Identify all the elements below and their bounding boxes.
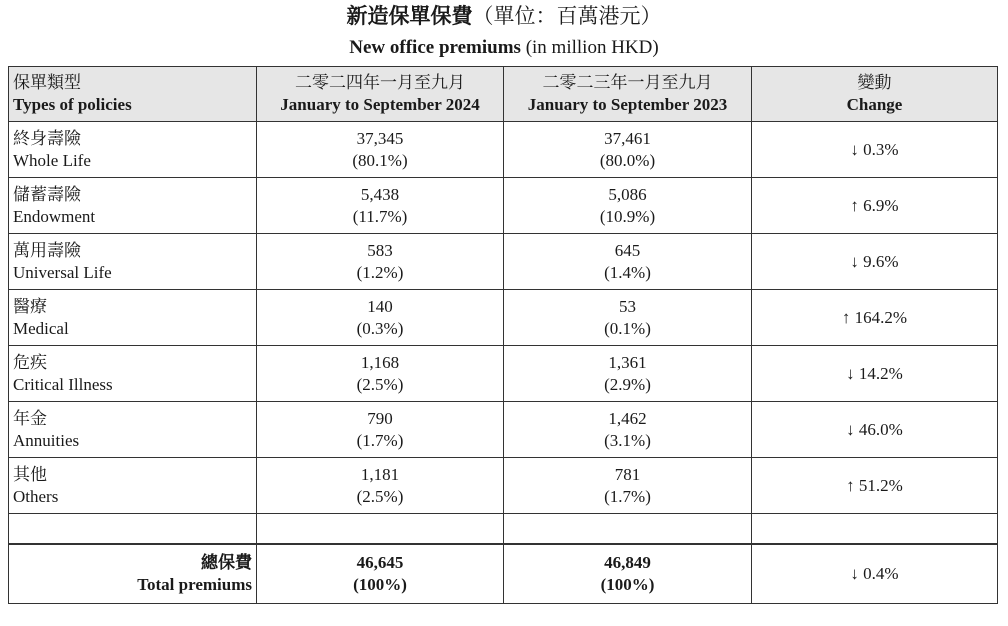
share-2023: (3.1%) xyxy=(604,430,651,450)
policy-type-en: Endowment xyxy=(13,206,96,226)
share-2023: (1.7%) xyxy=(604,486,651,506)
header-type-en: Types of policies xyxy=(13,95,132,114)
header-change-zh: 變動 xyxy=(857,73,892,92)
policy-type-zh: 醫療 xyxy=(13,296,47,316)
title-english-unit: (in million HKD) xyxy=(520,37,659,58)
policy-type-cell xyxy=(9,234,257,290)
value-2023: 645 xyxy=(614,240,641,260)
total-share-2024: (100%) xyxy=(353,575,407,594)
value-2023-cell xyxy=(504,234,752,290)
change-cell: ↓ 9.6% xyxy=(752,234,998,290)
value-2023-cell xyxy=(504,402,752,458)
policy-type-en: Whole Life xyxy=(13,150,91,170)
total-value-2024: 46,645 xyxy=(356,553,404,572)
value-2023-cell xyxy=(504,458,752,514)
title-english-main: New office premiums xyxy=(349,37,521,58)
value-2023: 5,086 xyxy=(608,184,647,204)
change-cell: ↑ 164.2% xyxy=(752,290,998,346)
total-2023-cell xyxy=(504,544,752,604)
value-2023: 37,461 xyxy=(604,128,651,148)
total-label-cell xyxy=(9,544,257,604)
policy-type-en: Annuities xyxy=(13,430,80,450)
value-2024: 37,345 xyxy=(356,128,404,148)
value-2024: 1,168 xyxy=(360,352,400,372)
total-2024-cell xyxy=(257,544,504,604)
value-2023: 1,462 xyxy=(608,408,647,428)
policy-type-cell xyxy=(9,402,257,458)
policy-type-zh: 年金 xyxy=(13,408,47,428)
value-2024: 5,438 xyxy=(360,184,400,204)
policy-type-en: Medical xyxy=(13,318,69,338)
value-2024-cell xyxy=(257,346,504,402)
table-row xyxy=(9,346,998,402)
header-type-zh: 保單類型 xyxy=(13,73,81,92)
policy-type-cell xyxy=(9,122,257,178)
value-2023-cell xyxy=(504,346,752,402)
table-row xyxy=(9,178,998,234)
value-2024-cell xyxy=(257,458,504,514)
header-type xyxy=(9,67,257,122)
value-2024: 1,181 xyxy=(360,464,400,484)
header-2023-zh: 二零二三年一月至九月 xyxy=(542,73,713,92)
header-row xyxy=(9,67,998,122)
premiums-table xyxy=(8,66,998,604)
change-cell: ↑ 51.2% xyxy=(752,458,998,514)
value-2024-cell xyxy=(257,122,504,178)
policy-type-en: Universal Life xyxy=(13,262,112,282)
value-2024-cell xyxy=(257,234,504,290)
share-2023: (10.9%) xyxy=(599,206,656,226)
table-row xyxy=(9,402,998,458)
share-2024: (2.5%) xyxy=(356,374,404,394)
share-2023: (80.0%) xyxy=(599,150,656,170)
blank-cell xyxy=(9,514,257,545)
value-2023: 781 xyxy=(614,464,641,484)
table-row xyxy=(9,458,998,514)
policy-type-zh: 其他 xyxy=(13,464,47,484)
header-change xyxy=(752,67,998,122)
policy-type-cell xyxy=(9,178,257,234)
policy-type-zh: 儲蓄壽險 xyxy=(13,184,81,204)
total-share-2023: (100%) xyxy=(600,575,655,594)
total-change-cell: ↓ 0.4% xyxy=(752,544,998,604)
value-2024-cell xyxy=(257,290,504,346)
value-2024-cell xyxy=(257,402,504,458)
value-2023-cell xyxy=(504,178,752,234)
total-value-2023: 46,849 xyxy=(604,553,651,572)
value-2023: 53 xyxy=(619,296,636,316)
policy-type-en: Critical Illness xyxy=(13,374,113,394)
share-2024: (1.7%) xyxy=(356,430,404,450)
change-cell: ↓ 46.0% xyxy=(752,402,998,458)
title-chinese-unit: （單位：百萬港元） xyxy=(472,4,662,28)
title-english xyxy=(0,36,1008,60)
header-2024-zh: 二零二四年一月至九月 xyxy=(295,73,465,92)
change-cell: ↓ 0.3% xyxy=(752,122,998,178)
blank-cell xyxy=(257,514,504,545)
change-cell: ↓ 14.2% xyxy=(752,346,998,402)
policy-type-zh: 萬用壽險 xyxy=(13,240,81,260)
share-2024: (0.3%) xyxy=(356,318,404,338)
policy-type-cell xyxy=(9,290,257,346)
table-row xyxy=(9,122,998,178)
header-2024 xyxy=(257,67,504,122)
total-label-zh: 總保費 xyxy=(201,553,252,572)
blank-row xyxy=(9,514,998,545)
policy-type-cell xyxy=(9,458,257,514)
value-2024: 583 xyxy=(367,240,393,260)
header-2023 xyxy=(504,67,752,122)
value-2023-cell xyxy=(504,122,752,178)
value-2023: 1,361 xyxy=(608,352,647,372)
total-row xyxy=(9,544,998,604)
share-2023: (1.4%) xyxy=(604,262,651,282)
policy-type-zh: 危疾 xyxy=(13,352,47,372)
policy-type-zh: 終身壽險 xyxy=(13,128,81,148)
share-2024: (80.1%) xyxy=(352,150,408,170)
value-2024-cell xyxy=(257,178,504,234)
blank-cell xyxy=(752,514,998,545)
share-2023: (0.1%) xyxy=(604,318,651,338)
header-2023-en: January to September 2023 xyxy=(527,95,728,114)
title-chinese-main: 新造保單保費 xyxy=(346,4,473,28)
policy-type-cell xyxy=(9,346,257,402)
share-2024: (2.5%) xyxy=(356,486,404,506)
header-change-en: Change xyxy=(846,95,903,114)
table-row xyxy=(9,234,998,290)
value-2024: 790 xyxy=(367,408,393,428)
value-2024: 140 xyxy=(367,296,393,316)
share-2024: (11.7%) xyxy=(352,206,408,226)
policy-type-en: Others xyxy=(13,486,59,506)
value-2023-cell xyxy=(504,290,752,346)
change-cell: ↑ 6.9% xyxy=(752,178,998,234)
title-chinese xyxy=(0,2,1008,30)
table-row xyxy=(9,290,998,346)
total-label-en: Total premiums xyxy=(137,575,252,594)
share-2024: (1.2%) xyxy=(356,262,404,282)
share-2023: (2.9%) xyxy=(604,374,651,394)
header-2024-en: January to September 2024 xyxy=(280,95,480,114)
blank-cell xyxy=(504,514,752,545)
